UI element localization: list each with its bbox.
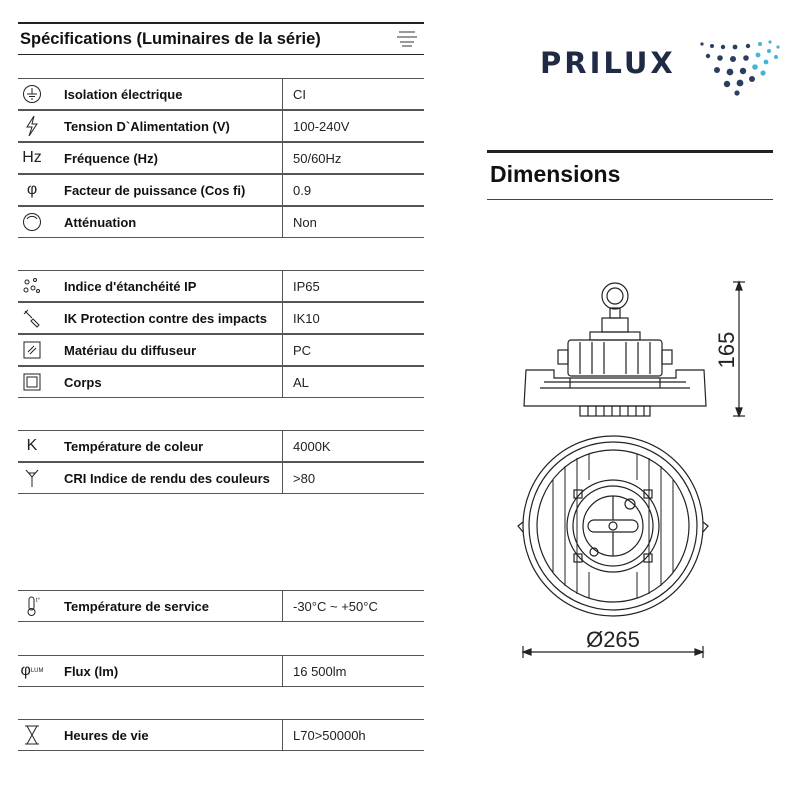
spec-header: [18, 22, 424, 55]
diameter-label: Ø265: [586, 627, 640, 652]
spec-label: Facteur de puissance (Cos fi): [64, 183, 246, 198]
column-divider: [282, 431, 283, 461]
thermometer-icon: [20, 595, 44, 617]
hourglass-icon: [20, 724, 44, 746]
spec-value: L70>50000h: [293, 728, 366, 743]
spec-value: PC: [293, 343, 312, 358]
logo-text: PRILUX: [540, 46, 676, 80]
spec-row: [18, 142, 424, 174]
ground-icon: [20, 83, 44, 105]
spec-label: Flux (lm): [64, 664, 119, 679]
spec-label: Matériau du diffuseur: [64, 343, 197, 358]
hammer-icon: [20, 307, 44, 329]
spec-row: [18, 78, 424, 110]
column-divider: [282, 207, 283, 237]
hz-icon: Hz: [22, 149, 42, 166]
column-divider: [282, 111, 283, 141]
spec-row: [18, 719, 424, 751]
spec-value: CI: [293, 87, 306, 102]
spec-label: Température de coleur: [64, 439, 204, 454]
column-divider: [282, 271, 283, 301]
column-divider: [282, 143, 283, 173]
dimensions-title: Dimensions: [490, 161, 621, 187]
dimensions-header: [487, 150, 773, 200]
spec-row: [18, 110, 424, 142]
column-divider: [282, 591, 283, 621]
dimming-icon: [20, 211, 44, 233]
phi-icon: φ: [26, 181, 38, 198]
spec-row: [18, 430, 424, 462]
column-divider: [282, 175, 283, 205]
spec-value: -30°C ~ +50°C: [293, 599, 378, 614]
spec-label: Indice d'étanchéité IP: [64, 279, 197, 294]
spec-row: [18, 206, 424, 238]
spec-value: 4000K: [293, 439, 331, 454]
spec-value: IK10: [293, 311, 320, 326]
spec-value: Non: [293, 215, 317, 230]
spec-label: Température de service: [64, 599, 209, 614]
spec-row: [18, 366, 424, 398]
diffuser-icon: [20, 339, 44, 361]
spec-value: AL: [293, 375, 309, 390]
spec-value: 16 500lm: [293, 664, 347, 679]
kelvin-icon: K: [26, 437, 38, 454]
spec-row: [18, 174, 424, 206]
spec-label: Heures de vie: [64, 728, 149, 743]
top-view-drawing: [518, 436, 708, 616]
spec-label: Isolation électrique: [64, 87, 183, 102]
spec-row: [18, 655, 424, 687]
prilux-logo: [540, 40, 785, 96]
column-divider: [282, 463, 283, 493]
lightning-icon: [20, 115, 44, 137]
column-divider: [282, 367, 283, 397]
housing-icon: [20, 371, 44, 393]
column-divider: [282, 720, 283, 750]
cri-icon: [20, 467, 44, 489]
height-label: 165: [714, 331, 739, 369]
luminaire-drawing: [510, 270, 770, 660]
spec-row: [18, 462, 424, 494]
spec-value: 50/60Hz: [293, 151, 342, 166]
spec-row: [18, 590, 424, 622]
spec-value: 0.9: [293, 183, 312, 198]
svg-text:t°: t°: [36, 598, 41, 604]
spec-label: Fréquence (Hz): [64, 151, 158, 166]
spec-row: [18, 270, 424, 302]
column-divider: [282, 79, 283, 109]
spec-row: [18, 302, 424, 334]
menu-icon[interactable]: [396, 30, 418, 48]
spec-value: 100-240V: [293, 119, 350, 134]
column-divider: [282, 656, 283, 686]
droplets-icon: [20, 275, 44, 297]
spec-value: IP65: [293, 279, 320, 294]
lumen-icon: φ LUM: [20, 662, 44, 679]
spec-label: IK Protection contre des impacts: [64, 311, 267, 326]
logo-dots-icon: [690, 40, 785, 96]
column-divider: [282, 303, 283, 333]
spec-panel: [18, 22, 424, 55]
spec-label: Tension D`Alimentation (V): [64, 119, 230, 134]
spec-label: Corps: [64, 375, 102, 390]
spec-label: CRI Indice de rendu des couleurs: [64, 471, 270, 486]
side-view-drawing: [524, 283, 706, 416]
spec-value: >80: [293, 471, 316, 486]
spec-row: [18, 334, 424, 366]
spec-title: Spécifications (Luminaires de la série): [20, 30, 321, 48]
column-divider: [282, 335, 283, 365]
spec-label: Atténuation: [64, 215, 137, 230]
